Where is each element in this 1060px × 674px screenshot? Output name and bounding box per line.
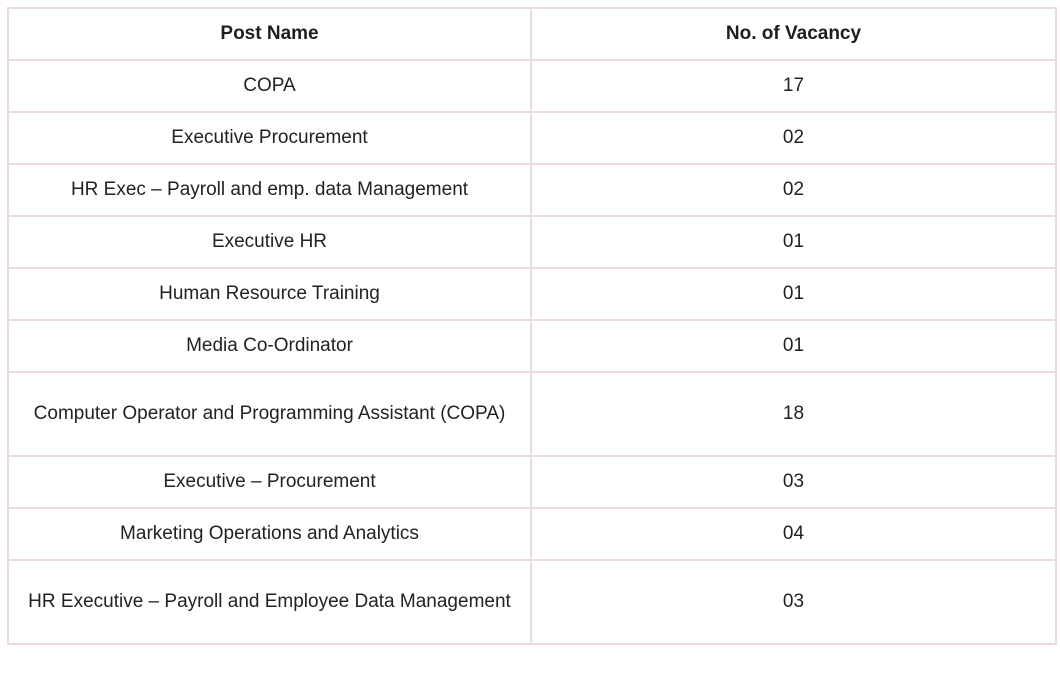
- vacancy-cell: 17: [531, 60, 1056, 112]
- header-vacancy: No. of Vacancy: [531, 8, 1056, 60]
- post-name-cell: COPA: [8, 60, 531, 112]
- table-row: [8, 560, 1056, 644]
- post-name-cell: HR Exec – Payroll and emp. data Management: [8, 164, 531, 216]
- table-row: [8, 112, 1056, 164]
- vacancy-cell: 01: [531, 268, 1056, 320]
- vacancy-cell: 02: [531, 112, 1056, 164]
- table-header: [8, 8, 1056, 60]
- post-name-cell: Human Resource Training: [8, 268, 531, 320]
- vacancy-table-container: [7, 7, 1055, 645]
- post-name-cell: Executive HR: [8, 216, 531, 268]
- vacancy-cell: 01: [531, 320, 1056, 372]
- vacancy-cell: 01: [531, 216, 1056, 268]
- post-name-cell: Media Co-Ordinator: [8, 320, 531, 372]
- vacancy-cell: 18: [531, 372, 1056, 456]
- table-row: [8, 268, 1056, 320]
- vacancy-cell: 02: [531, 164, 1056, 216]
- post-name-cell: Marketing Operations and Analytics: [8, 508, 531, 560]
- vacancy-table: [7, 7, 1057, 645]
- post-name-cell: HR Executive – Payroll and Employee Data Management: [8, 560, 531, 644]
- vacancy-cell: 04: [531, 508, 1056, 560]
- post-name-cell: Computer Operator and Programming Assistant (COPA): [8, 372, 531, 456]
- header-post-name: Post Name: [8, 8, 531, 60]
- table-row: [8, 60, 1056, 112]
- table-row: [8, 216, 1056, 268]
- vacancy-cell: 03: [531, 456, 1056, 508]
- table-row: [8, 508, 1056, 560]
- table-row: [8, 164, 1056, 216]
- table-row: [8, 456, 1056, 508]
- post-name-cell: Executive Procurement: [8, 112, 531, 164]
- table-body: [8, 60, 1056, 644]
- table-row: [8, 320, 1056, 372]
- vacancy-cell: 03: [531, 560, 1056, 644]
- post-name-cell: Executive – Procurement: [8, 456, 531, 508]
- table-row: [8, 372, 1056, 456]
- header-row: [8, 8, 1056, 60]
